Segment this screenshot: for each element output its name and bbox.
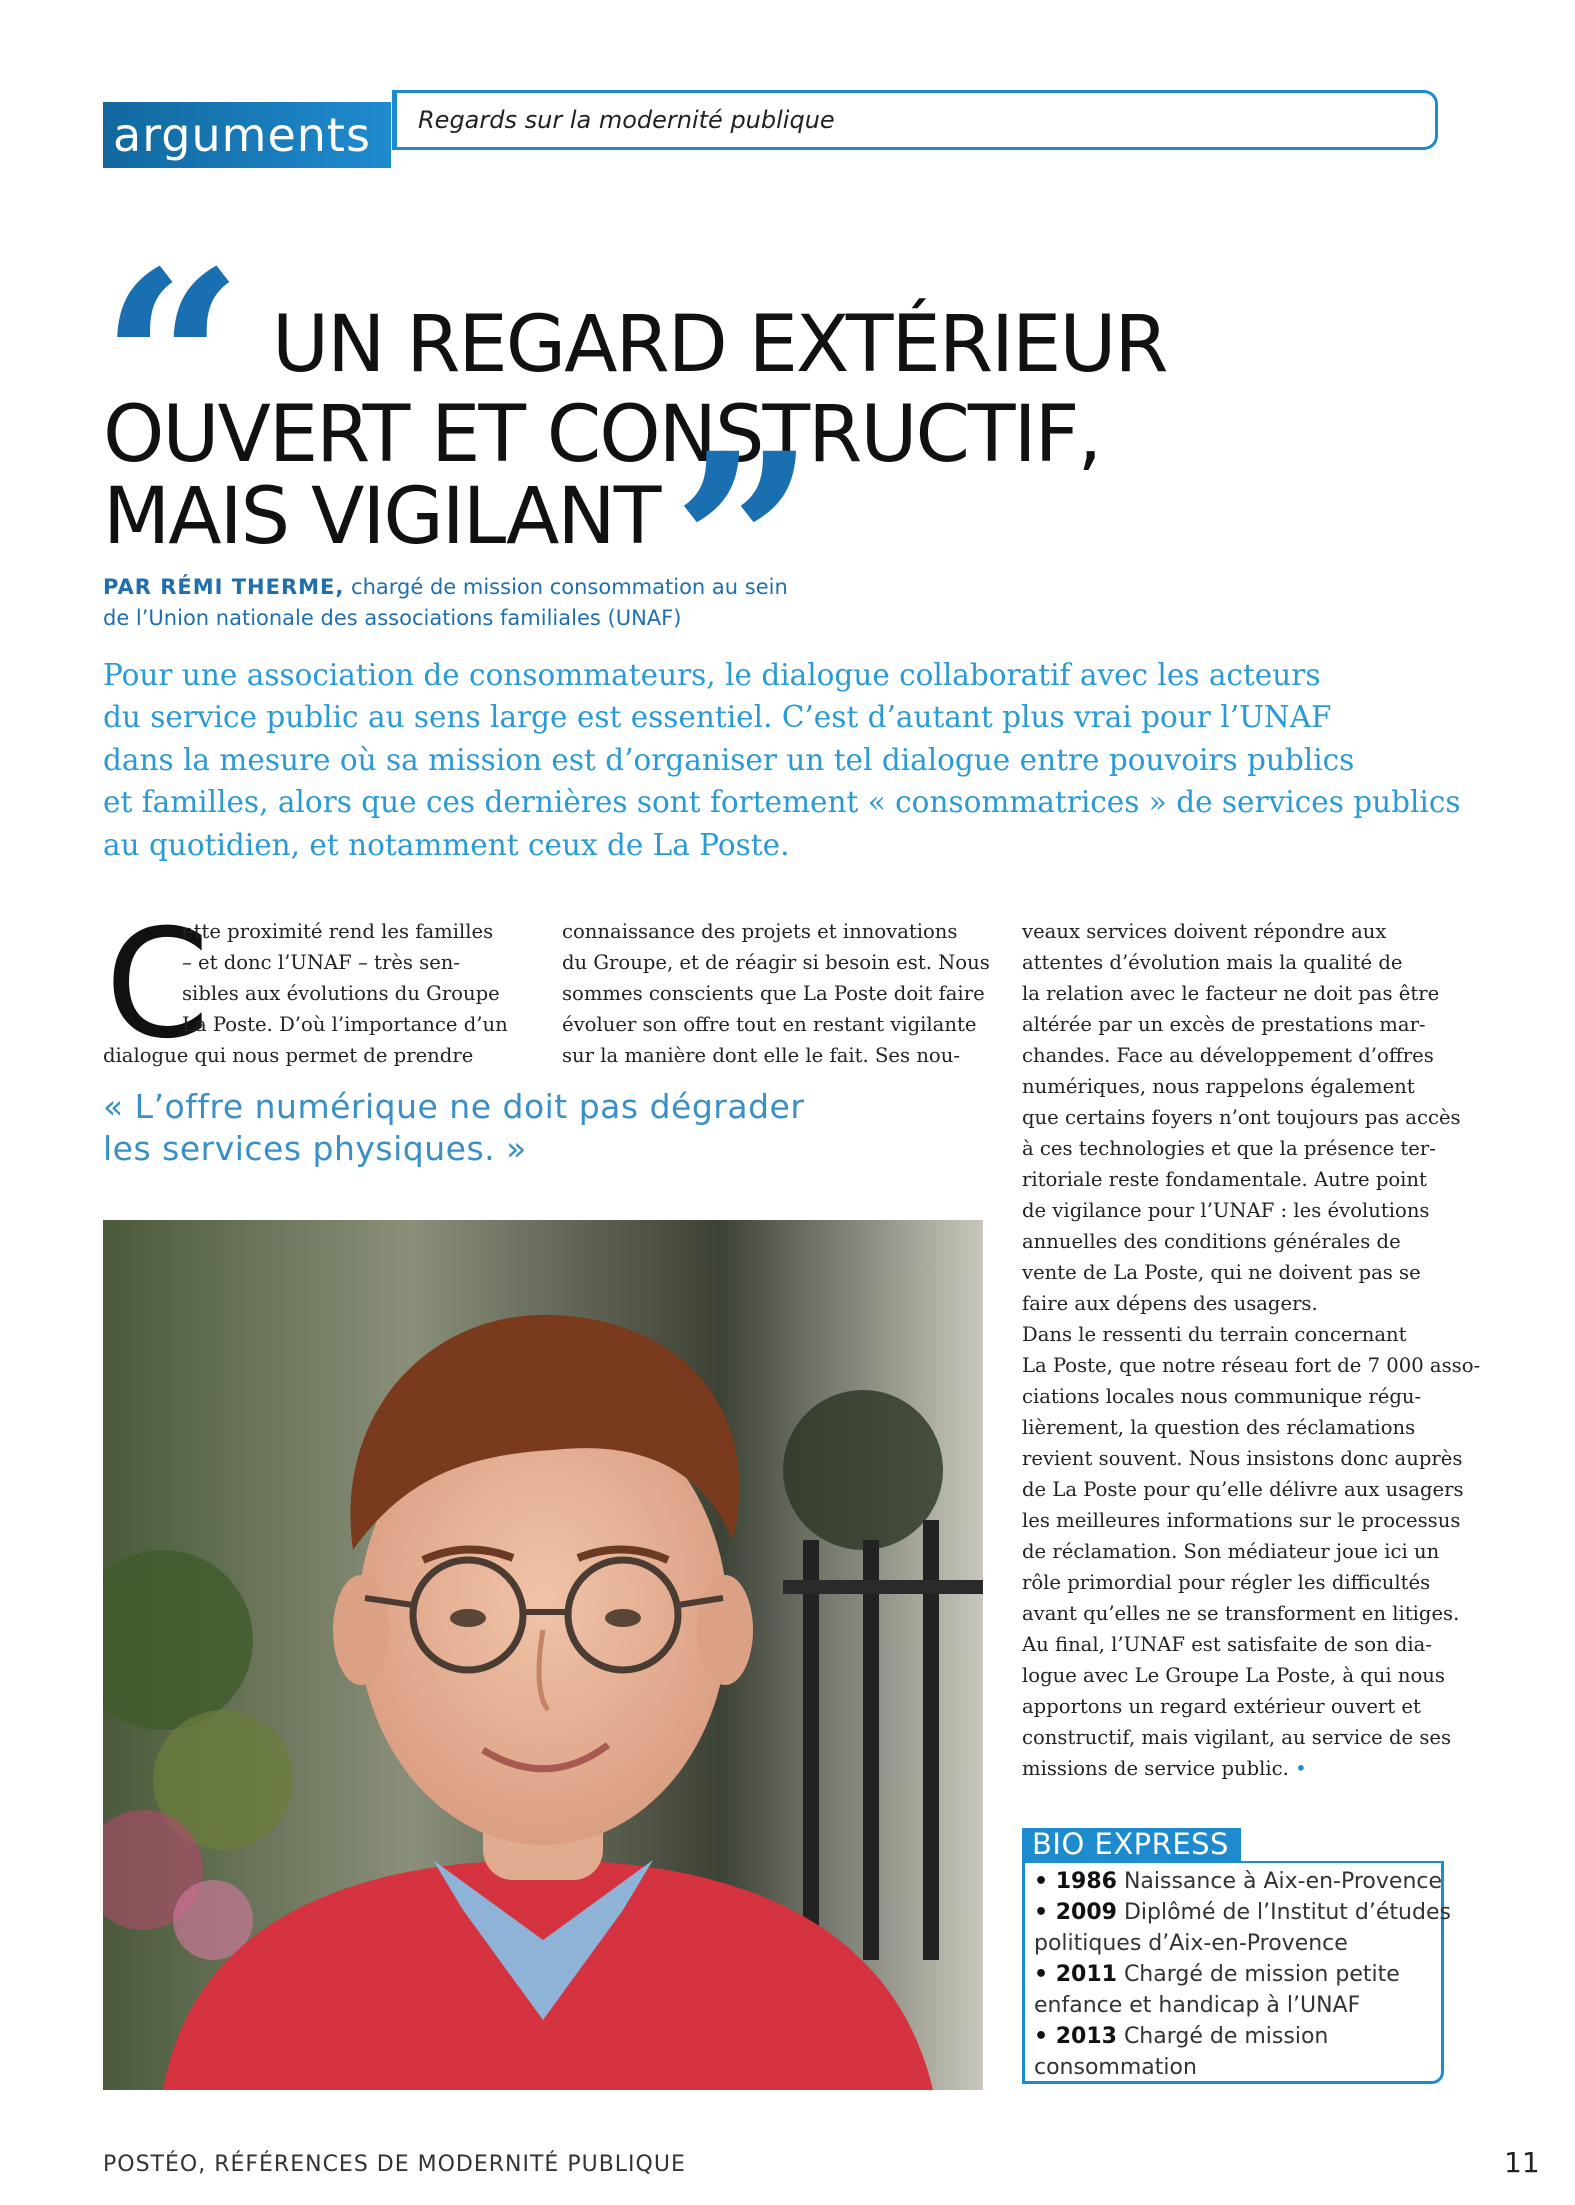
column-line: logue avec Le Groupe La Poste, à qui nous (1022, 1664, 1445, 1687)
column-line: de La Poste pour qu’elle délivre aux usagers (1022, 1478, 1464, 1501)
bio-item (1034, 1990, 1434, 2021)
byline-role-2: de l’Union nationale des associations familiales (UNAF) (103, 606, 682, 630)
column-1-bottom (103, 1040, 523, 1071)
column-line: connaissance des projets et innovations (562, 920, 958, 943)
title-line-1: UN REGARD EXTÉRIEUR (272, 300, 1167, 390)
column-line: La Poste, que notre réseau fort de 7 000 asso- (1022, 1354, 1481, 1377)
bio-text: Chargé de mission (1116, 2024, 1329, 2049)
column-line: avant qu’elles ne se transforment en litiges. (1022, 1602, 1460, 1625)
drop-cap: C (105, 898, 210, 1072)
open-quote-mark: “ (100, 216, 244, 510)
column-line: annuelles des conditions générales de (1022, 1230, 1401, 1253)
column-line: constructif, mais vigilant, au service de ses (1022, 1726, 1452, 1749)
column-3 (1022, 916, 1481, 1784)
column-line: altérée par un excès de prestations mar- (1022, 1013, 1426, 1036)
bio-year: • 2011 (1034, 1962, 1117, 1987)
header-divider (392, 90, 397, 150)
close-quote-mark: ” (672, 398, 816, 692)
column-line: la relation avec le facteur ne doit pas être (1022, 982, 1440, 1005)
pull-quote (103, 1086, 804, 1170)
bio-text: politiques d’Aix-en-Provence (1034, 1931, 1348, 1956)
bio-text: enfance et handicap à l’UNAF (1034, 1993, 1361, 2018)
bio-text: consommation (1034, 2055, 1197, 2080)
column-line: Au final, l’UNAF est satisfaite de son dia- (1022, 1633, 1432, 1656)
bio-item (1034, 1928, 1434, 1959)
header-subtitle: Regards sur la modernité publique (418, 106, 835, 134)
lede-line: au quotidien, et notamment ceux de La Poste. (103, 827, 790, 862)
bio-item (1034, 1897, 1451, 1928)
pull-quote-line-2: les services physiques. » (103, 1129, 527, 1168)
column-2 (562, 916, 990, 1071)
bio-item (1034, 2021, 1434, 2052)
column-line: sibles aux évolutions du Groupe (182, 982, 500, 1005)
column-line: veaux services doivent répondre aux (1022, 920, 1387, 943)
column-line: faire aux dépens des usagers. (1022, 1292, 1318, 1315)
lede-line: et familles, alors que ces dernières sont fortement « consommatrices » de services publics (103, 785, 1461, 820)
column-line: sur la manière dont elle le fait. Ses nou- (562, 1044, 960, 1067)
byline-role-1: chargé de mission consommation au sein (344, 575, 788, 599)
column-line: Dans le ressenti du terrain concernant (1022, 1323, 1407, 1346)
column-line: à ces technologies et que la présence ter- (1022, 1137, 1436, 1160)
column-1-top (182, 916, 524, 1040)
byline-author: PAR RÉMI THERME, (103, 575, 345, 599)
column-line: attentes d’évolution mais la qualité de (1022, 951, 1403, 974)
bio-year: • 1986 (1034, 1869, 1117, 1894)
column-line: – et donc l’UNAF – très sen- (182, 951, 461, 974)
bio-year: • 2009 (1034, 1900, 1117, 1925)
column-line: ette proximité rend les familles (182, 920, 494, 943)
column-line: les meilleures informations sur le processus (1022, 1509, 1461, 1532)
column-line: ritoriale reste fondamentale. Autre point (1022, 1168, 1427, 1191)
column-line: du Groupe, et de réagir si besoin est. Nous (562, 951, 990, 974)
column-line: dialogue qui nous permet de prendre (103, 1044, 474, 1067)
column-line: évoluer son offre tout en restant vigilante (562, 1013, 977, 1036)
title-line-3: MAIS VIGILANT (103, 472, 660, 562)
column-line: que certains foyers n’ont toujours pas accès (1022, 1106, 1461, 1129)
title-line-2: OUVERT ET CONSTRUCTIF, (103, 390, 1101, 480)
lede-line: Pour une association de consommateurs, le dialogue collaboratif avec les acteurs (103, 658, 1321, 692)
lede-line: dans la mesure où sa mission est d’organiser un tel dialogue entre pouvoirs publics (103, 742, 1355, 777)
column-line: de vigilance pour l’UNAF : les évolutions (1022, 1199, 1430, 1222)
bio-text: Naissance à Aix-en-Provence (1116, 1869, 1443, 1894)
byline (103, 572, 863, 634)
column-line: de réclamation. Son médiateur joue ici un (1022, 1540, 1440, 1563)
column-line: apportons un regard extérieur ouvert et (1022, 1695, 1421, 1718)
lede-line: du service public au sens large est essentiel. C’est d’autant plus vrai pour l’UNAF (103, 700, 1332, 735)
end-mark: • (1295, 1757, 1307, 1780)
column-line: lièrement, la question des réclamations (1022, 1416, 1416, 1439)
bio-item (1034, 2052, 1434, 2083)
bio-year: • 2013 (1034, 2024, 1117, 2049)
pull-quote-line-1: « L’offre numérique ne doit pas dégrader (103, 1087, 805, 1126)
page-number: 11 (1504, 2146, 1540, 2179)
footer-publication: POSTÉO, RÉFÉRENCES DE MODERNITÉ PUBLIQUE (103, 2152, 686, 2177)
bio-list (1034, 1866, 1451, 2083)
column-line: vente de La Poste, qui ne doivent pas se (1022, 1261, 1421, 1284)
column-line: ciations locales nous communique régu- (1022, 1385, 1422, 1408)
column-line: sommes conscients que La Poste doit faire (562, 982, 985, 1005)
column-line: chandes. Face au développement d’offres (1022, 1044, 1434, 1067)
column-line: La Poste. D’où l’importance d’un (182, 1013, 508, 1036)
column-line (1022, 1753, 1444, 1784)
column-line: rôle primordial pour régler les difficultés (1022, 1571, 1431, 1594)
column-last-text: missions de service public. (1022, 1757, 1289, 1780)
lede-paragraph (103, 654, 1463, 866)
portrait-photo (103, 1220, 983, 2090)
bio-item (1034, 1866, 1443, 1897)
bio-item (1034, 1959, 1434, 1990)
bio-text: Chargé de mission petite (1116, 1962, 1400, 1987)
section-tag: arguments (103, 102, 391, 168)
bio-label: BIO EXPRESS (1022, 1828, 1241, 1861)
column-line: numériques, nous rappelons également (1022, 1075, 1415, 1098)
bio-text: Diplômé de l’Institut d’études (1116, 1900, 1451, 1925)
column-line: revient souvent. Nous insistons donc auprès (1022, 1447, 1463, 1470)
